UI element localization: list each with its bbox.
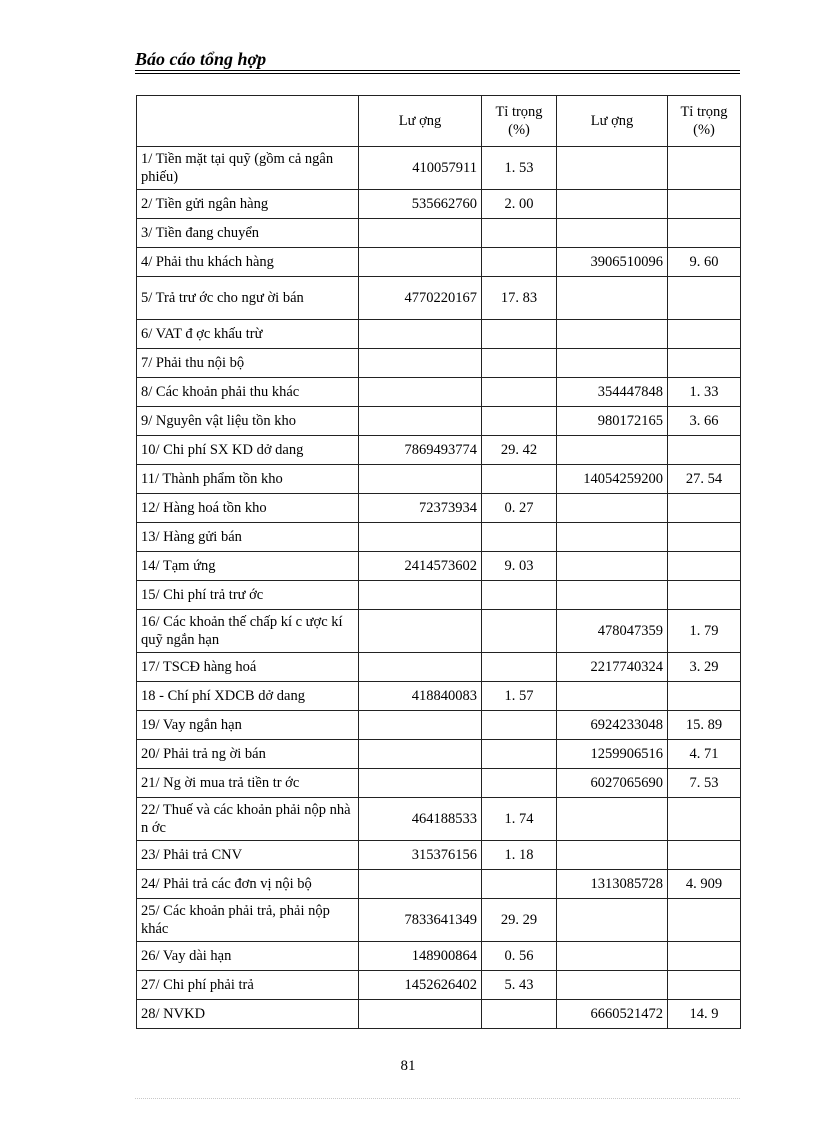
row-label-cell: 17/ TSCĐ hàng hoá <box>137 653 359 682</box>
amount-cell-1: 464188533 <box>359 798 482 841</box>
ratio-cell-1 <box>482 349 557 378</box>
amount-cell-2 <box>557 552 668 581</box>
amount-cell-2 <box>557 971 668 1000</box>
ratio-cell-2 <box>668 320 741 349</box>
amount-cell-1 <box>359 378 482 407</box>
table-row <box>137 320 741 349</box>
ratio-cell-1: 0. 27 <box>482 494 557 523</box>
table-row <box>137 349 741 378</box>
amount-cell-1 <box>359 711 482 740</box>
ratio-cell-2: 15. 89 <box>668 711 741 740</box>
row-label-cell: 12/ Hàng hoá tồn kho <box>137 494 359 523</box>
row-label-cell: 26/ Vay dài hạn <box>137 942 359 971</box>
ratio-cell-1: 17. 83 <box>482 277 557 320</box>
row-label-cell: 9/ Nguyên vật liệu tồn kho <box>137 407 359 436</box>
amount-cell-2 <box>557 349 668 378</box>
table-row <box>137 682 741 711</box>
amount-cell-1: 2414573602 <box>359 552 482 581</box>
table-row <box>137 740 741 769</box>
row-label-cell: 11/ Thành phẩm tồn kho <box>137 465 359 494</box>
amount-cell-2 <box>557 190 668 219</box>
row-label-cell: 7/ Phải thu nội bộ <box>137 349 359 378</box>
table-row <box>137 277 741 320</box>
table-row <box>137 378 741 407</box>
row-label-cell: 21/ Ng ời mua trả tiền tr ớc <box>137 769 359 798</box>
ratio-cell-1 <box>482 1000 557 1029</box>
ratio-cell-2 <box>668 147 741 190</box>
ratio-cell-2 <box>668 942 741 971</box>
ratio-cell-1: 1. 74 <box>482 798 557 841</box>
row-label-cell: 24/ Phải trả các đơn vị nội bộ <box>137 870 359 899</box>
ratio-cell-2: 4. 71 <box>668 740 741 769</box>
report-title: Báo cáo tổng hợp <box>135 49 267 69</box>
row-label-cell: 3/ Tiền đang chuyển <box>137 219 359 248</box>
ratio-cell-2 <box>668 899 741 942</box>
ratio-cell-1 <box>482 581 557 610</box>
ratio-cell-2: 7. 53 <box>668 769 741 798</box>
page-number: 81 <box>400 1058 416 1074</box>
row-label-cell: 19/ Vay ngắn hạn <box>137 711 359 740</box>
balance-table <box>136 95 741 1029</box>
table-row <box>137 711 741 740</box>
table-row <box>137 190 741 219</box>
row-label-cell: 8/ Các khoản phải thu khác <box>137 378 359 407</box>
header-cell-amount-1: Lư ợng <box>359 96 482 147</box>
amount-cell-2 <box>557 523 668 552</box>
ratio-cell-2 <box>668 219 741 248</box>
amount-cell-2: 1259906516 <box>557 740 668 769</box>
amount-cell-2 <box>557 320 668 349</box>
ratio-cell-1: 2. 00 <box>482 190 557 219</box>
header-rule-thin <box>135 73 740 74</box>
ratio-cell-2 <box>668 190 741 219</box>
ratio-cell-1 <box>482 465 557 494</box>
ratio-cell-1 <box>482 740 557 769</box>
amount-cell-2 <box>557 219 668 248</box>
ratio-cell-2: 3. 29 <box>668 653 741 682</box>
ratio-cell-2: 14. 9 <box>668 1000 741 1029</box>
row-label-cell: 22/ Thuế và các khoản phải nộp nhà n ớc <box>137 798 359 841</box>
ratio-cell-1 <box>482 219 557 248</box>
row-label-cell: 20/ Phải trả ng ời bán <box>137 740 359 769</box>
ratio-cell-1 <box>482 711 557 740</box>
table-row <box>137 407 741 436</box>
amount-cell-2: 3906510096 <box>557 248 668 277</box>
amount-cell-1 <box>359 610 482 653</box>
ratio-cell-2: 27. 54 <box>668 465 741 494</box>
table-row <box>137 841 741 870</box>
header-cell-amount-2: Lư ợng <box>557 96 668 147</box>
ratio-cell-1 <box>482 407 557 436</box>
table-row <box>137 219 741 248</box>
header-rule-thick <box>135 70 740 71</box>
amount-cell-1 <box>359 349 482 378</box>
bottom-dotted-line <box>135 1098 740 1099</box>
amount-cell-2 <box>557 899 668 942</box>
ratio-cell-2: 9. 60 <box>668 248 741 277</box>
amount-cell-2 <box>557 798 668 841</box>
row-label-cell: 25/ Các khoản phải trả, phải nộp khác <box>137 899 359 942</box>
row-label-cell: 16/ Các khoản thế chấp kí c ược kí quỹ ngắn hạn <box>137 610 359 653</box>
ratio-cell-1 <box>482 523 557 552</box>
row-label-cell: 14/ Tạm ứng <box>137 552 359 581</box>
amount-cell-1 <box>359 740 482 769</box>
ratio-cell-2 <box>668 682 741 711</box>
amount-cell-1 <box>359 653 482 682</box>
row-label-cell: 18 - Chí phí XDCB dở dang <box>137 682 359 711</box>
row-label-cell: 23/ Phải trả CNV <box>137 841 359 870</box>
amount-cell-1 <box>359 248 482 277</box>
table-row <box>137 147 741 190</box>
ratio-cell-1 <box>482 653 557 682</box>
table-header-row <box>137 96 741 147</box>
row-label-cell: 5/ Trả trư ớc cho ngư ời bán <box>137 277 359 320</box>
amount-cell-2: 354447848 <box>557 378 668 407</box>
table-row <box>137 552 741 581</box>
ratio-cell-1 <box>482 320 557 349</box>
table-row <box>137 610 741 653</box>
table-row <box>137 870 741 899</box>
amount-cell-1 <box>359 523 482 552</box>
table-row <box>137 465 741 494</box>
amount-cell-2: 6027065690 <box>557 769 668 798</box>
ratio-cell-2 <box>668 552 741 581</box>
table-row <box>137 1000 741 1029</box>
table-row <box>137 769 741 798</box>
amount-cell-1: 410057911 <box>359 147 482 190</box>
header-cell-ratio-2: Tỉ trọng (%) <box>668 96 741 147</box>
ratio-cell-2: 3. 66 <box>668 407 741 436</box>
amount-cell-1 <box>359 219 482 248</box>
ratio-cell-1 <box>482 610 557 653</box>
ratio-cell-2: 4. 909 <box>668 870 741 899</box>
amount-cell-1: 418840083 <box>359 682 482 711</box>
amount-cell-1: 72373934 <box>359 494 482 523</box>
row-label-cell: 1/ Tiền mặt tại quỹ (gồm cả ngân phiếu) <box>137 147 359 190</box>
amount-cell-2: 14054259200 <box>557 465 668 494</box>
ratio-cell-1 <box>482 248 557 277</box>
amount-cell-1 <box>359 320 482 349</box>
table-row <box>137 653 741 682</box>
ratio-cell-2 <box>668 436 741 465</box>
amount-cell-1 <box>359 1000 482 1029</box>
ratio-cell-1: 29. 42 <box>482 436 557 465</box>
row-label-cell: 10/ Chi phí SX KD dở dang <box>137 436 359 465</box>
amount-cell-2 <box>557 436 668 465</box>
amount-cell-1 <box>359 769 482 798</box>
amount-cell-1 <box>359 407 482 436</box>
amount-cell-1: 1452626402 <box>359 971 482 1000</box>
amount-cell-1 <box>359 465 482 494</box>
header-cell-ratio-1: Tỉ trọng (%) <box>482 96 557 147</box>
amount-cell-1: 7833641349 <box>359 899 482 942</box>
ratio-cell-1: 9. 03 <box>482 552 557 581</box>
amount-cell-2 <box>557 581 668 610</box>
amount-cell-2 <box>557 277 668 320</box>
ratio-cell-2 <box>668 494 741 523</box>
ratio-cell-1: 5. 43 <box>482 971 557 1000</box>
ratio-cell-2 <box>668 841 741 870</box>
table-row <box>137 436 741 465</box>
amount-cell-2: 1313085728 <box>557 870 668 899</box>
amount-cell-2 <box>557 942 668 971</box>
row-label-cell: 2/ Tiền gửi ngân hàng <box>137 190 359 219</box>
amount-cell-1: 4770220167 <box>359 277 482 320</box>
ratio-cell-1 <box>482 378 557 407</box>
table-row <box>137 581 741 610</box>
amount-cell-2: 980172165 <box>557 407 668 436</box>
ratio-cell-1 <box>482 870 557 899</box>
amount-cell-1 <box>359 870 482 899</box>
ratio-cell-2 <box>668 581 741 610</box>
amount-cell-1: 535662760 <box>359 190 482 219</box>
ratio-cell-1 <box>482 769 557 798</box>
table-row <box>137 942 741 971</box>
amount-cell-2: 2217740324 <box>557 653 668 682</box>
row-label-cell: 27/ Chi phí phải trả <box>137 971 359 1000</box>
amount-cell-1: 148900864 <box>359 942 482 971</box>
row-label-cell: 4/ Phải thu khách hàng <box>137 248 359 277</box>
table-row <box>137 971 741 1000</box>
ratio-cell-1: 29. 29 <box>482 899 557 942</box>
amount-cell-2: 6924233048 <box>557 711 668 740</box>
row-label-cell: 15/ Chi phí trả trư ớc <box>137 581 359 610</box>
amount-cell-2 <box>557 494 668 523</box>
amount-cell-2 <box>557 841 668 870</box>
amount-cell-2 <box>557 682 668 711</box>
row-label-cell: 28/ NVKD <box>137 1000 359 1029</box>
table-row <box>137 248 741 277</box>
table-row <box>137 899 741 942</box>
ratio-cell-2 <box>668 798 741 841</box>
ratio-cell-1: 1. 57 <box>482 682 557 711</box>
ratio-cell-1: 1. 53 <box>482 147 557 190</box>
ratio-cell-1: 0. 56 <box>482 942 557 971</box>
amount-cell-2: 6660521472 <box>557 1000 668 1029</box>
table-row <box>137 523 741 552</box>
amount-cell-1 <box>359 581 482 610</box>
ratio-cell-2 <box>668 971 741 1000</box>
amount-cell-2 <box>557 147 668 190</box>
amount-cell-2: 478047359 <box>557 610 668 653</box>
ratio-cell-2 <box>668 349 741 378</box>
row-label-cell: 6/ VAT đ ợc khấu trừ <box>137 320 359 349</box>
row-label-cell: 13/ Hàng gửi bán <box>137 523 359 552</box>
ratio-cell-1: 1. 18 <box>482 841 557 870</box>
amount-cell-1: 315376156 <box>359 841 482 870</box>
header-cell-item <box>137 96 359 147</box>
table-row <box>137 494 741 523</box>
ratio-cell-2: 1. 33 <box>668 378 741 407</box>
ratio-cell-2: 1. 79 <box>668 610 741 653</box>
ratio-cell-2 <box>668 277 741 320</box>
table-row <box>137 798 741 841</box>
amount-cell-1: 7869493774 <box>359 436 482 465</box>
ratio-cell-2 <box>668 523 741 552</box>
